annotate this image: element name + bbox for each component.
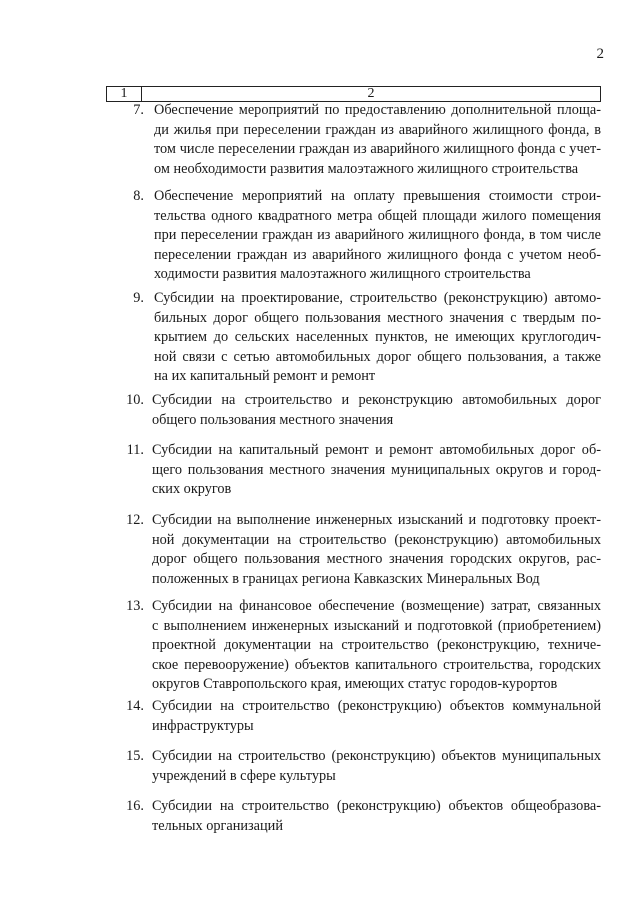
list-item xyxy=(106,747,601,786)
item-text-line: при переселении граждан из аварийного жилищного фонда, в том числе xyxy=(154,227,601,244)
list-item xyxy=(106,597,601,695)
item-number: 11. xyxy=(126,442,144,458)
item-text-line: крытием до сельских населенных пунктов, не имеющих круглогодич- xyxy=(154,329,601,346)
item-number: 16. xyxy=(126,798,144,814)
item-text-line: том числе переселении граждан из аварийного жилищного фонда с учет- xyxy=(154,141,601,158)
item-text-line: Субсидии на строительство (реконструкцию) объектов муниципальных xyxy=(152,748,601,764)
item-number: 9. xyxy=(133,290,144,306)
item-text-line: положенных в границах региона Кавказских Минеральных Вод xyxy=(152,570,540,587)
item-text xyxy=(154,101,601,179)
column-header-2: 2 xyxy=(367,86,375,101)
item-text-line: ом необходимости развития малоэтажного жилищного строительства xyxy=(154,160,579,177)
item-text-line: дорог общего пользования местного значения городских округов, рас- xyxy=(152,551,601,568)
item-text-line: щего пользования местного значения муниципальных округов и город- xyxy=(152,461,601,478)
item-text-line: Обеспечение мероприятий по предоставлению дополнительной площа- xyxy=(154,102,601,118)
item-number: 15. xyxy=(126,748,144,764)
item-text-line: Обеспечение мероприятий на оплату превышения стоимости строи- xyxy=(154,188,601,204)
item-text-line: Субсидии на проектирование, строительство (реконструкцию) автомо- xyxy=(154,290,601,306)
item-text-line: Субсидии на финансовое обеспечение (возмещение) затрат, связанных xyxy=(152,598,601,614)
item-text-line: бильных дорог общего пользования местного значения с твердым по- xyxy=(154,309,601,326)
item-text xyxy=(152,797,601,836)
item-text xyxy=(152,747,601,786)
page-number: 2 xyxy=(596,46,604,62)
item-text-line: ское перевооружение) объектов капитального строительства, городских xyxy=(152,656,601,673)
list-item xyxy=(106,797,601,836)
item-number: 12. xyxy=(126,512,144,528)
item-text-line: учреждений в сфере культуры xyxy=(152,767,336,784)
item-text xyxy=(154,187,601,285)
item-text-line: переселении граждан из аварийного жилищного фонда с учетом необ- xyxy=(154,246,601,263)
list-item xyxy=(106,391,601,430)
item-text-line: с выполнением инженерных изысканий и подготовкой (приобретением) xyxy=(152,617,601,634)
item-text-line: проектной документации на строительство (реконструкцию, техниче- xyxy=(152,637,601,654)
item-text-line: ди жилья при переселении граждан из аварийного жилищного фонда, в xyxy=(154,121,601,138)
item-text-line: Субсидии на строительство (реконструкцию) объектов общеобразова- xyxy=(152,798,601,814)
column-header-row xyxy=(106,86,601,102)
item-text-line: округов Ставропольского края, имеющих статус городов-курортов xyxy=(152,676,558,693)
item-number: 7. xyxy=(133,102,144,118)
item-text xyxy=(154,289,601,387)
item-text-line: Субсидии на капитальный ремонт и ремонт автомобильных дорог об- xyxy=(152,442,601,458)
item-text-line: ходимости развития малоэтажного жилищного строительства xyxy=(154,266,531,283)
item-text xyxy=(152,597,601,695)
item-text-line: ских округов xyxy=(152,481,232,498)
item-text-line: ной документации на строительство (реконструкцию) автомобильных xyxy=(152,531,601,548)
item-number: 13. xyxy=(126,598,144,614)
list-item xyxy=(106,289,601,387)
item-number: 14. xyxy=(126,698,144,714)
item-text-line: Субсидии на выполнение инженерных изысканий и подготовку проект- xyxy=(152,512,601,528)
item-text xyxy=(152,697,601,736)
item-text-line: инфраструктуры xyxy=(152,717,254,734)
list-item xyxy=(106,187,601,285)
item-text xyxy=(152,511,601,589)
column-header-1: 1 xyxy=(107,87,142,101)
list-item xyxy=(106,511,601,589)
list-item xyxy=(106,441,601,500)
item-text-line: общего пользования местного значения xyxy=(152,411,394,428)
item-text xyxy=(152,441,601,500)
item-text-line: на их капитальный ремонт и ремонт xyxy=(154,368,376,385)
item-text-line: тельных организаций xyxy=(152,817,283,834)
list-item xyxy=(106,101,601,179)
item-text-line: Субсидии на строительство и реконструкцию автомобильных дорог xyxy=(152,392,601,408)
list-item xyxy=(106,697,601,736)
item-text-line: тельства одного квадратного метра общей площади жилого помещения xyxy=(154,207,601,224)
item-number: 10. xyxy=(126,392,144,408)
item-text-line: Субсидии на строительство (реконструкцию) объектов коммунальной xyxy=(152,698,601,714)
item-number: 8. xyxy=(133,188,144,204)
item-text-line: ной связи с сетью автомобильных дорог общего пользования, а также xyxy=(154,348,601,365)
item-text xyxy=(152,391,601,430)
